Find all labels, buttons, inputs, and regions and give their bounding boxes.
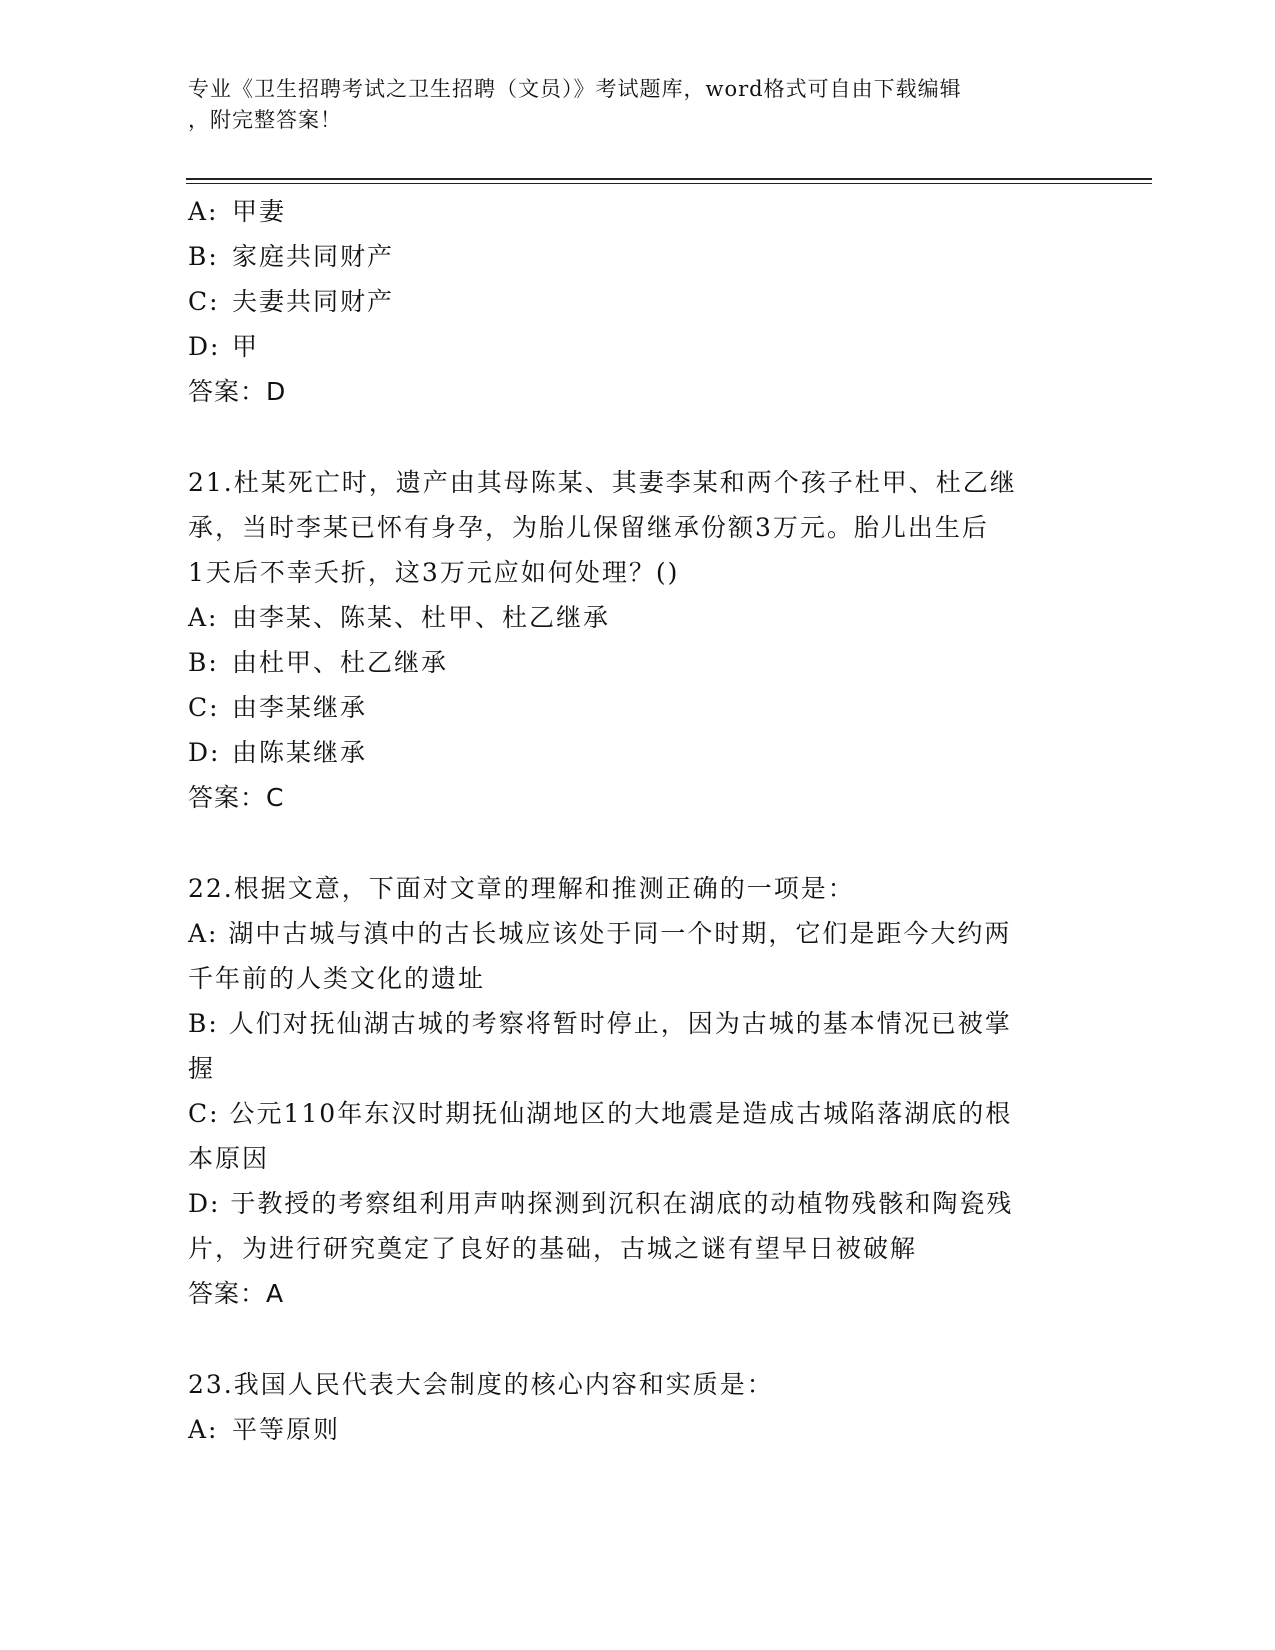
option-letter: C: [188,693,220,722]
option-b-line-1: B: 人们对抚仙湖古城的考察将暂时停止，因为古城的基本情况已被掌 [188,1009,1012,1038]
header-divider-thin [186,183,1152,184]
option-d-line-1: D: 于教授的考察组利用声呐探测到沉积在湖底的动植物残骸和陶瓷残 [188,1189,1014,1218]
question-23 [188,1362,1088,1452]
option-a [188,1407,1088,1452]
option-letter: A: [188,603,219,632]
question-22 [188,866,1088,1316]
option-letter: B: [188,648,219,677]
option-text: 家庭共同财产 [232,242,395,271]
option-b [188,234,1088,279]
option-text: 由陈某继承 [232,738,368,767]
spacer [188,820,1088,866]
option-a-line-2: 千年前的人类文化的遗址 [188,964,486,993]
option-letter: A: [188,1415,219,1444]
option-c-line-2: 本原因 [188,1144,270,1173]
option-text: 甲 [232,332,260,361]
option-d [188,730,1088,775]
prev-question [188,189,1088,414]
header-line-2: ，附完整答案！ [188,108,342,132]
option-c [188,685,1088,730]
option-b [188,640,1088,685]
question-stem-line: 承，当时李某已怀有身孕，为胎儿保留继承份额3万元。胎儿出生后 [188,513,989,542]
option-text: 甲妻 [232,197,287,226]
option-a-line-1: A: 湖中古城与滇中的古长城应该处于同一个时期，它们是距今大约两 [188,919,1012,948]
option-letter: B: [188,242,219,271]
option-a [188,189,1088,234]
answer-line: 答案：C [188,783,285,812]
document-header [188,74,1068,136]
option-text: 由李某继承 [232,693,368,722]
option-c [188,279,1088,324]
question-21 [188,460,1088,820]
question-stem-line: 21.杜某死亡时，遗产由其母陈某、其妻李某和两个孩子杜甲、杜乙继 [188,468,1017,497]
answer-line: 答案：D [188,377,287,406]
option-text: 由杜甲、杜乙继承 [232,648,449,677]
question-list [188,189,1088,1452]
option-letter: D: [188,332,221,361]
option-letter: D: [188,738,221,767]
spacer [188,414,1088,460]
option-text: 夫妻共同财产 [232,287,395,316]
header-line-1: 专业《卫生招聘考试之卫生招聘（文员）》考试题库，word格式可自由下载编辑 [188,77,962,101]
option-letter: A: [188,197,219,226]
option-c-line-1: C: 公元110年东汉时期抚仙湖地区的大地震是造成古城陷落湖底的根 [188,1099,1013,1128]
answer-line: 答案：A [188,1279,285,1308]
question-stem-line: 1天后不幸夭折，这3万元应如何处理？() [188,558,680,587]
option-d-line-2: 片，为进行研究奠定了良好的基础，古城之谜有望早日被破解 [188,1234,918,1263]
option-d [188,324,1088,369]
option-letter: C: [188,287,220,316]
header-divider-thick [186,178,1152,180]
option-a [188,595,1088,640]
option-b-line-2: 握 [188,1054,216,1083]
option-text: 由李某、陈某、杜甲、杜乙继承 [232,603,611,632]
question-stem: 23.我国人民代表大会制度的核心内容和实质是： [188,1370,774,1399]
spacer [188,1316,1088,1362]
option-text: 平等原则 [232,1415,341,1444]
question-stem: 22.根据文意，下面对文章的理解和推测正确的一项是： [188,874,855,903]
